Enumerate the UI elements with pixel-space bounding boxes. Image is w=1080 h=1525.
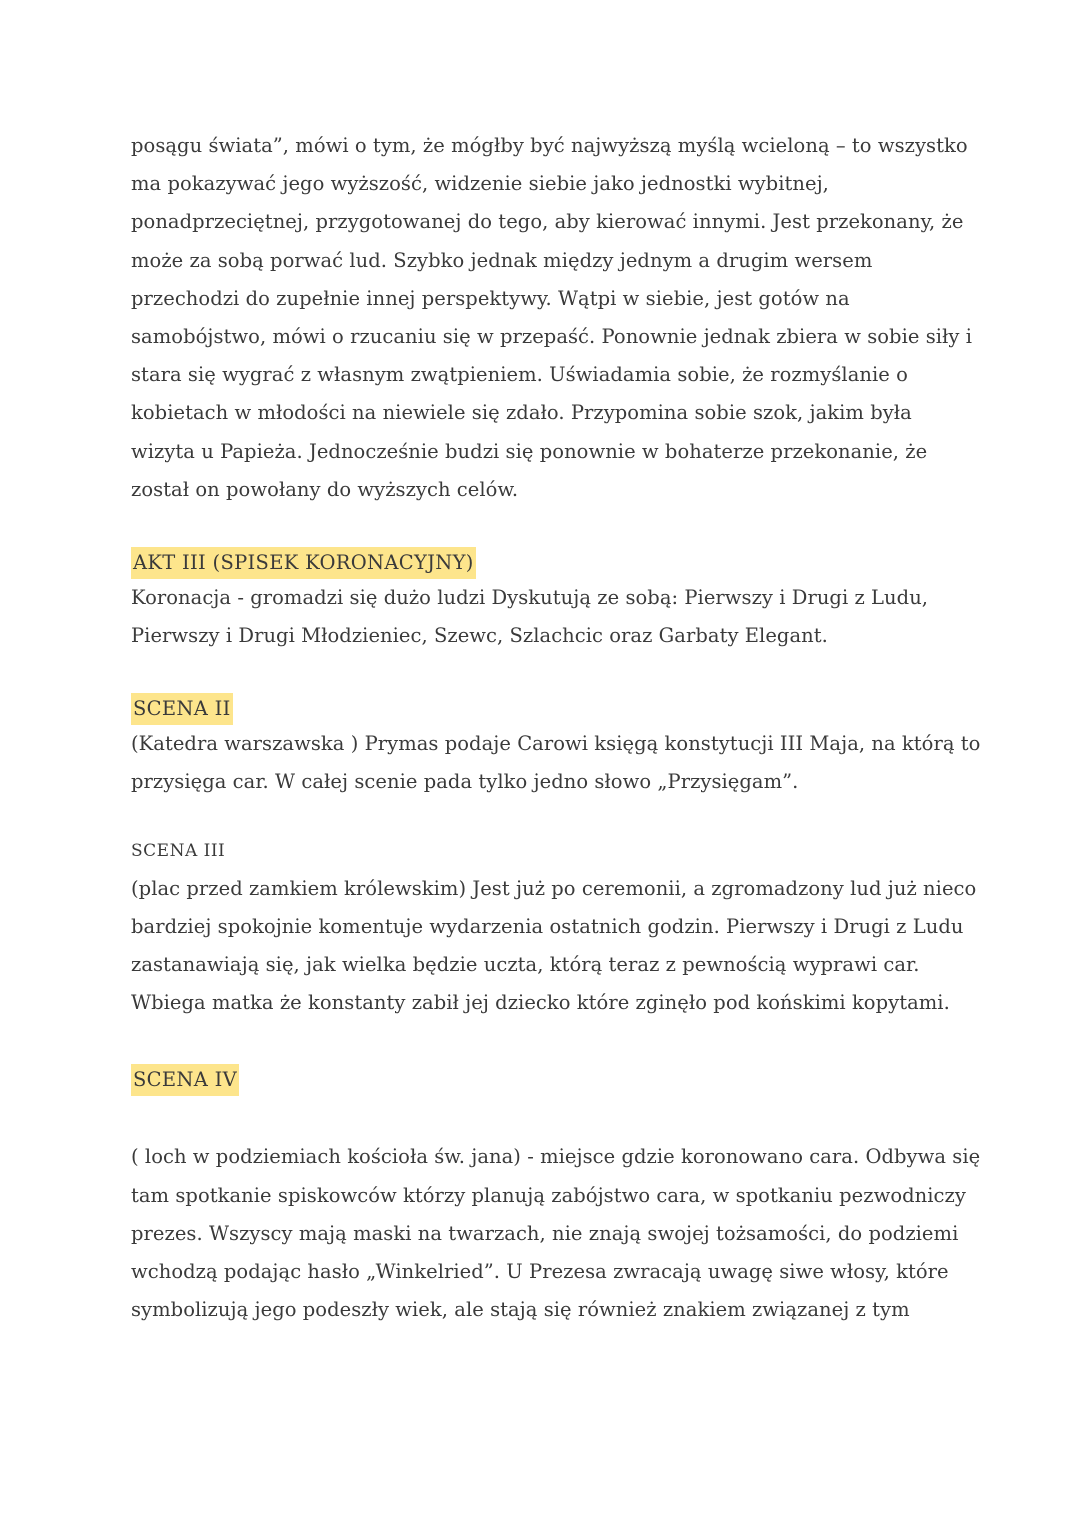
text-line: tam spotkanie spiskowców którzy planują zabójstwo cara, w spotkaniu pezwodniczy <box>131 1183 966 1207</box>
scena4-heading: SCENA IV <box>131 1064 239 1096</box>
text-line: ( loch w podziemiach kościoła św. jana) - miejsce gdzie koronowano cara. Odbywa się <box>131 1145 981 1169</box>
scena3-heading: SCENA III <box>131 840 226 861</box>
text-line: Wbiega matka że konstanty zabił jej dziecko które zginęło pod końskimi kopytami. <box>131 991 950 1015</box>
akt3-section <box>131 547 961 655</box>
scena4-section <box>131 1064 981 1329</box>
text-line: przysięga car. W całej scenie pada tylko jedno słowo „Przysięgam”. <box>131 770 799 794</box>
intro-paragraph <box>131 127 973 509</box>
text-line: prezes. Wszyscy mają maski na twarzach, nie znają swojej tożsamości, do podziemi <box>131 1221 959 1245</box>
text-line: (plac przed zamkiem królewskim) Jest już po ceremonii, a zgromadzony lud już nieco <box>131 876 977 900</box>
text-line: samobójstwo, mówi o rzucaniu się w przepaść. Ponownie jednak zbiera w sobie siły i <box>131 324 973 348</box>
text-line: (Katedra warszawska ) Prymas podaje Carowi księgą konstytucji III Maja, na którą to <box>131 732 981 756</box>
text-line: stara się wygrać z własnym zwątpieniem. Uświadamia sobie, że rozmyślanie o <box>131 363 908 387</box>
text-line: Koronacja - gromadzi się dużo ludzi Dyskutują ze sobą: Pierwszy i Drugi z Ludu, <box>131 585 929 609</box>
text-line: Pierwszy i Drugi Młodzieniec, Szewc, Szlachcic oraz Garbaty Elegant. <box>131 624 828 648</box>
scena3-section <box>131 832 977 1023</box>
text-line: ponadprzeciętnej, przygotowanej do tego, aby kierować innymi. Jest przekonany, że <box>131 210 964 234</box>
scena2-section <box>131 693 981 801</box>
text-line: zastanawiają się, jak wielka będzie uczta, którą teraz z pewnością wyprawi car. <box>131 953 920 976</box>
text-line: ma pokazywać jego wyższość, widzenie siebie jako jednostki wybitnej, <box>131 172 829 196</box>
scena2-heading: SCENA II <box>131 693 233 725</box>
akt3-heading: AKT III (SPISEK KORONACYJNY) <box>131 547 476 579</box>
spacer <box>131 1096 961 1138</box>
text-line: przechodzi do zupełnie innej perspektywy. Wątpi w siebie, jest gotów na <box>131 286 850 310</box>
text-line: bardziej spokojnie komentuje wydarzenia ostatnich godzin. Pierwszy i Drugi z Ludu <box>131 914 964 938</box>
text-line: posągu świata”, mówi o tym, że mógłby być najwyższą myślą wcieloną – to wszystko <box>131 134 968 157</box>
text-line: symbolizują jego podeszły wiek, ale stają się również znakiem związanej z tym <box>131 1298 910 1322</box>
document-page <box>131 127 981 1329</box>
text-line: kobietach w młodości na niewiele się zdało. Przypomina sobie szok, jakim była <box>131 401 912 425</box>
text-line: wizyta u Papieża. Jednocześnie budzi się ponownie w bohaterze przekonanie, że <box>131 439 928 463</box>
text-line: może za sobą porwać lud. Szybko jednak między jednym a drugim wersem <box>131 248 873 272</box>
text-line: został on powołany do wyższych celów. <box>131 477 519 501</box>
text-line: wchodzą podając hasło „Winkelried”. U Prezesa zwracają uwagę siwe włosy, które <box>131 1259 949 1283</box>
